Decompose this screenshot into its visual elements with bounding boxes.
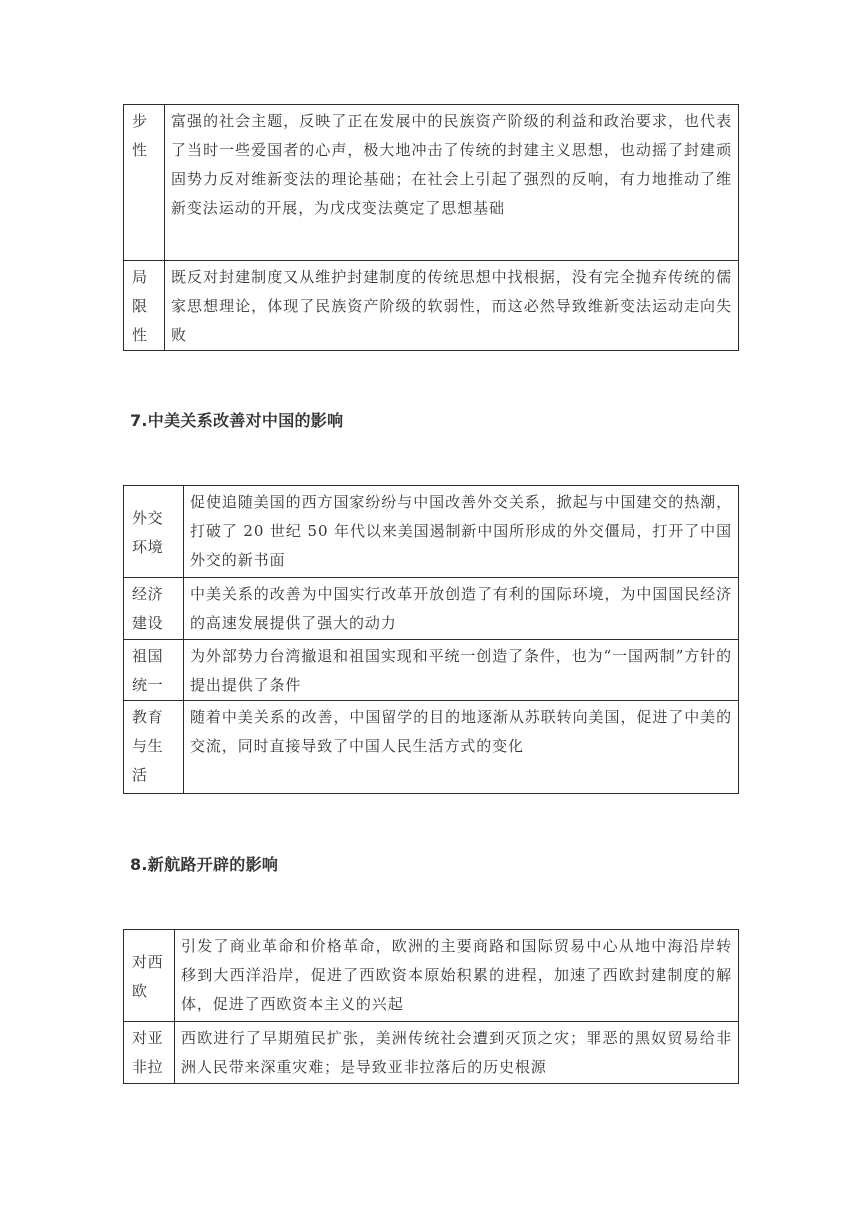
row-label: 对亚 非拉 — [124, 1022, 175, 1084]
table-row — [124, 105, 739, 261]
table-row — [124, 486, 739, 578]
table-new-sea-route — [123, 929, 739, 1084]
row-content: 促使追随美国的西方国家纷纷与中国改善外交关系，掀起与中国建交的热潮，打破了 20 世纪 50 年代以来美国遏制新中国所形成的外交僵局，打开了中国外交的新书面 — [184, 486, 739, 578]
row-content: 中美关系的改善为中国实行改革开放创造了有利的国际环境，为中国国民经济的高速发展提供了强大的动力 — [184, 578, 739, 640]
row-content: 引发了商业革命和价格革命，欧洲的主要商路和国际贸易中心从地中海沿岸转移到大西洋沿岸，促进了西欧资本原始积累的进程，加速了西欧封建制度的解体，促进了西欧资本主义的兴起 — [175, 930, 739, 1022]
table-row — [124, 701, 739, 794]
table-row — [124, 261, 739, 351]
row-label: 外交 环境 — [124, 486, 184, 578]
row-label: 对西 欧 — [124, 930, 175, 1022]
row-label: 经济 建设 — [124, 578, 184, 640]
row-label: 祖国 统一 — [124, 640, 184, 701]
table-row — [124, 578, 739, 640]
row-content: 富强的社会主题，反映了正在发展中的民族资产阶级的利益和政治要求，也代表了当时一些爱国者的心声，极大地冲击了传统的封建主义思想，也动摇了封建顽固势力反对维新变法的理论基础；在社会上引起了强烈的反响，有力地推动了维新变法运动的开展，为戊戌变法奠定了思想基础 — [165, 105, 739, 261]
table-continuation — [123, 104, 739, 351]
table-row — [124, 1022, 739, 1084]
section-heading-7: 7.中美关系改善对中国的影响 — [130, 411, 344, 430]
row-content: 为外部势力台湾撤退和祖国实现和平统一创造了条件，也为“一国两制”方针的提出提供了条件 — [184, 640, 739, 701]
row-content: 既反对封建制度又从维护封建制度的传统思想中找根据，没有完全抛弃传统的儒家思想理论，体现了民族资产阶级的软弱性，而这必然导致维新变法运动走向失败 — [165, 261, 739, 351]
table-sino-us-relations — [123, 485, 739, 794]
table-row — [124, 640, 739, 701]
row-content: 西欧进行了早期殖民扩张，美洲传统社会遭到灭顶之灾；罪恶的黑奴贸易给非洲人民带来深重灾难；是导致亚非拉落后的历史根源 — [175, 1022, 739, 1084]
row-content: 随着中美关系的改善，中国留学的目的地逐渐从苏联转向美国，促进了中美的交流，同时直接导致了中国人民生活方式的变化 — [184, 701, 739, 794]
row-label: 局 限 性 — [124, 261, 165, 351]
row-label: 步 性 — [124, 105, 165, 261]
table-row — [124, 930, 739, 1022]
row-label: 教育 与生 活 — [124, 701, 184, 794]
section-heading-8: 8.新航路开辟的影响 — [130, 855, 279, 874]
